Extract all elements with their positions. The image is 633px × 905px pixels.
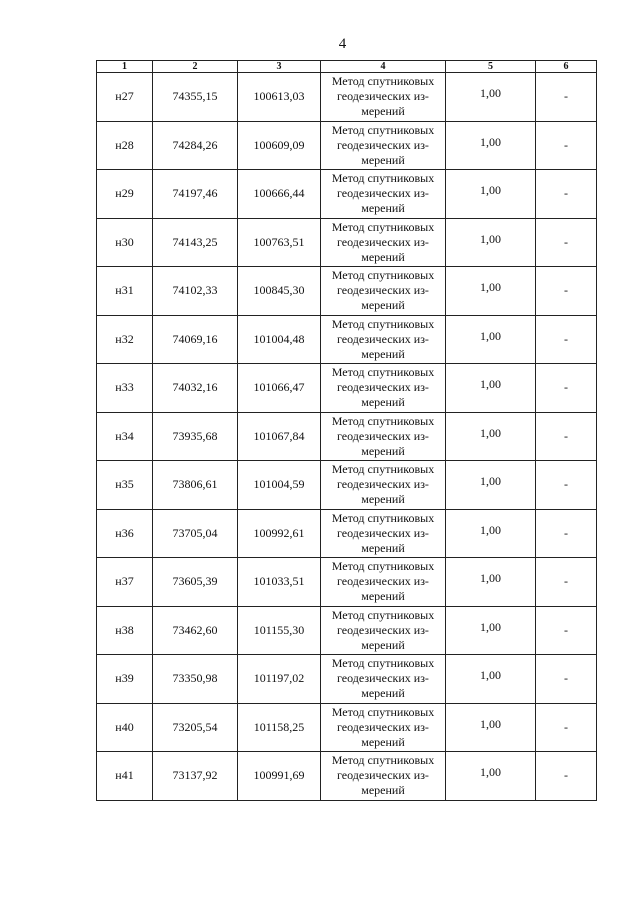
method-line: мерений <box>361 783 405 798</box>
method-line: мерений <box>361 249 405 264</box>
column-header-2: 2 <box>153 61 238 73</box>
method-line: мерений <box>361 395 405 410</box>
method-line: геодезических из- <box>337 428 429 443</box>
note-cell: - <box>536 121 597 170</box>
method-line: Метод спутниковых <box>331 316 435 331</box>
method-line: Метод спутниковых <box>331 122 435 137</box>
method-line: Метод спутниковых <box>331 559 435 574</box>
y-coordinate-cell: 101004,48 <box>238 315 321 364</box>
y-coordinate-cell: 101067,84 <box>238 412 321 461</box>
method-cell <box>321 509 446 558</box>
page-number: 4 <box>338 36 347 52</box>
accuracy-cell: 1,00 <box>446 73 536 122</box>
method-cell <box>321 461 446 510</box>
table-row <box>97 121 597 170</box>
method-cell <box>321 752 446 801</box>
table-row <box>97 364 597 413</box>
x-coordinate-cell: 73605,39 <box>153 558 238 607</box>
table-body <box>97 73 597 801</box>
method-line: геодезических из- <box>337 671 429 686</box>
accuracy-cell: 1,00 <box>446 121 536 170</box>
y-coordinate-cell: 100613,03 <box>238 73 321 122</box>
point-id-cell: н38 <box>97 606 153 655</box>
x-coordinate-cell: 74355,15 <box>153 73 238 122</box>
table-header <box>97 61 597 73</box>
note-cell: - <box>536 752 597 801</box>
method-line: мерений <box>361 734 405 749</box>
y-coordinate-cell: 100992,61 <box>238 509 321 558</box>
column-header-4: 4 <box>321 61 446 73</box>
method-line: мерений <box>361 152 405 167</box>
x-coordinate-cell: 74032,16 <box>153 364 238 413</box>
table-row <box>97 412 597 461</box>
method-line: мерений <box>361 443 405 458</box>
accuracy-cell: 1,00 <box>446 267 536 316</box>
table-row <box>97 558 597 607</box>
point-id-cell: н30 <box>97 218 153 267</box>
column-header-3: 3 <box>238 61 321 73</box>
point-id-cell: н34 <box>97 412 153 461</box>
x-coordinate-cell: 73137,92 <box>153 752 238 801</box>
method-line: мерений <box>361 346 405 361</box>
method-line: геодезических из- <box>337 719 429 734</box>
accuracy-cell: 1,00 <box>446 703 536 752</box>
method-cell <box>321 267 446 316</box>
method-line: мерений <box>361 637 405 652</box>
point-id-cell: н27 <box>97 73 153 122</box>
note-cell: - <box>536 364 597 413</box>
table-row <box>97 73 597 122</box>
method-line: мерений <box>361 492 405 507</box>
accuracy-cell: 1,00 <box>446 218 536 267</box>
method-cell <box>321 558 446 607</box>
method-line: геодезических из- <box>337 477 429 492</box>
method-line: геодезических из- <box>337 525 429 540</box>
note-cell: - <box>536 703 597 752</box>
method-cell <box>321 73 446 122</box>
accuracy-cell: 1,00 <box>446 364 536 413</box>
method-line: геодезических из- <box>337 622 429 637</box>
y-coordinate-cell: 100763,51 <box>238 218 321 267</box>
method-cell <box>321 315 446 364</box>
x-coordinate-cell: 73935,68 <box>153 412 238 461</box>
point-id-cell: н37 <box>97 558 153 607</box>
method-line: Метод спутниковых <box>331 510 435 525</box>
method-line: Метод спутниковых <box>331 753 435 768</box>
x-coordinate-cell: 74143,25 <box>153 218 238 267</box>
method-cell <box>321 121 446 170</box>
y-coordinate-cell: 101033,51 <box>238 558 321 607</box>
accuracy-cell: 1,00 <box>446 509 536 558</box>
point-id-cell: н40 <box>97 703 153 752</box>
note-cell: - <box>536 267 597 316</box>
note-cell: - <box>536 412 597 461</box>
point-id-cell: н39 <box>97 655 153 704</box>
column-header-5: 5 <box>446 61 536 73</box>
x-coordinate-cell: 73350,98 <box>153 655 238 704</box>
method-cell <box>321 412 446 461</box>
x-coordinate-cell: 73806,61 <box>153 461 238 510</box>
accuracy-cell: 1,00 <box>446 655 536 704</box>
method-line: мерений <box>361 104 405 119</box>
method-line: мерений <box>361 201 405 216</box>
note-cell: - <box>536 170 597 219</box>
method-cell <box>321 606 446 655</box>
accuracy-cell: 1,00 <box>446 315 536 364</box>
y-coordinate-cell: 101197,02 <box>238 655 321 704</box>
table-row <box>97 509 597 558</box>
x-coordinate-cell: 74197,46 <box>153 170 238 219</box>
point-id-cell: н31 <box>97 267 153 316</box>
method-line: Метод спутниковых <box>331 656 435 671</box>
note-cell: - <box>536 655 597 704</box>
point-id-cell: н35 <box>97 461 153 510</box>
y-coordinate-cell: 101155,30 <box>238 606 321 655</box>
x-coordinate-cell: 73705,04 <box>153 509 238 558</box>
accuracy-cell: 1,00 <box>446 558 536 607</box>
method-line: геодезических из- <box>337 574 429 589</box>
y-coordinate-cell: 101066,47 <box>238 364 321 413</box>
x-coordinate-cell: 73205,54 <box>153 703 238 752</box>
method-cell <box>321 655 446 704</box>
column-header-6: 6 <box>536 61 597 73</box>
accuracy-cell: 1,00 <box>446 461 536 510</box>
method-line: Метод спутниковых <box>331 219 435 234</box>
table-row <box>97 703 597 752</box>
x-coordinate-cell: 74102,33 <box>153 267 238 316</box>
method-line: геодезических из- <box>337 137 429 152</box>
accuracy-cell: 1,00 <box>446 412 536 461</box>
note-cell: - <box>536 315 597 364</box>
point-id-cell: н36 <box>97 509 153 558</box>
column-header-1: 1 <box>97 61 153 73</box>
y-coordinate-cell: 100666,44 <box>238 170 321 219</box>
header-row <box>97 61 597 73</box>
method-line: Метод спутниковых <box>331 268 435 283</box>
note-cell: - <box>536 606 597 655</box>
method-line: мерений <box>361 686 405 701</box>
method-line: Метод спутниковых <box>331 74 435 89</box>
method-line: Метод спутниковых <box>331 365 435 380</box>
method-line: мерений <box>361 589 405 604</box>
table-row <box>97 218 597 267</box>
table-row <box>97 315 597 364</box>
method-line: геодезических из- <box>337 186 429 201</box>
note-cell: - <box>536 558 597 607</box>
method-line: Метод спутниковых <box>331 607 435 622</box>
method-line: геодезических из- <box>337 283 429 298</box>
y-coordinate-cell: 100609,09 <box>238 121 321 170</box>
method-line: мерений <box>361 298 405 313</box>
y-coordinate-cell: 100991,69 <box>238 752 321 801</box>
note-cell: - <box>536 509 597 558</box>
table-row <box>97 461 597 510</box>
method-line: геодезических из- <box>337 234 429 249</box>
method-line: геодезических из- <box>337 380 429 395</box>
method-line: геодезических из- <box>337 768 429 783</box>
point-id-cell: н29 <box>97 170 153 219</box>
coordinates-table <box>96 60 597 801</box>
method-line: Метод спутниковых <box>331 462 435 477</box>
method-line: Метод спутниковых <box>331 171 435 186</box>
method-line: Метод спутниковых <box>331 413 435 428</box>
point-id-cell: н28 <box>97 121 153 170</box>
method-line: геодезических из- <box>337 89 429 104</box>
method-cell <box>321 218 446 267</box>
table-row <box>97 606 597 655</box>
note-cell: - <box>536 73 597 122</box>
point-id-cell: н33 <box>97 364 153 413</box>
table-row <box>97 267 597 316</box>
point-id-cell: н32 <box>97 315 153 364</box>
point-id-cell: н41 <box>97 752 153 801</box>
table-row <box>97 752 597 801</box>
method-cell <box>321 364 446 413</box>
method-cell <box>321 170 446 219</box>
x-coordinate-cell: 73462,60 <box>153 606 238 655</box>
method-line: Метод спутниковых <box>331 704 435 719</box>
table-row <box>97 170 597 219</box>
note-cell: - <box>536 218 597 267</box>
method-cell <box>321 703 446 752</box>
accuracy-cell: 1,00 <box>446 170 536 219</box>
note-cell: - <box>536 461 597 510</box>
y-coordinate-cell: 101004,59 <box>238 461 321 510</box>
x-coordinate-cell: 74069,16 <box>153 315 238 364</box>
y-coordinate-cell: 100845,30 <box>238 267 321 316</box>
method-line: мерений <box>361 540 405 555</box>
y-coordinate-cell: 101158,25 <box>238 703 321 752</box>
table-row <box>97 655 597 704</box>
accuracy-cell: 1,00 <box>446 606 536 655</box>
x-coordinate-cell: 74284,26 <box>153 121 238 170</box>
accuracy-cell: 1,00 <box>446 752 536 801</box>
method-line: геодезических из- <box>337 331 429 346</box>
